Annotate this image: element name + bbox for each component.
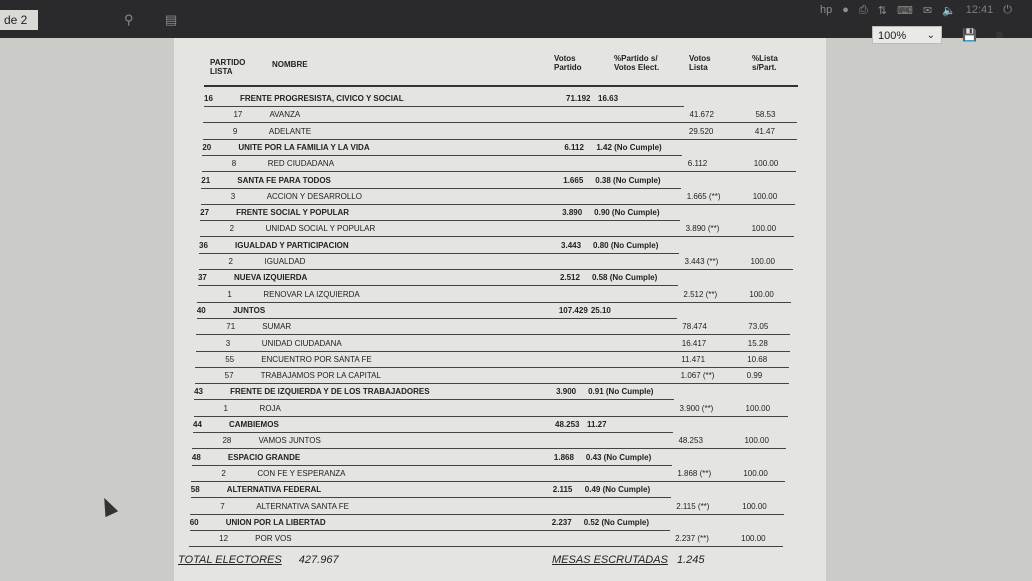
header-pct-lista: %Lista s/Part. [752,54,778,72]
list-votes: 1.868 (**) [677,468,712,478]
row-divider [203,122,797,123]
party-number: 20 [202,142,212,152]
row-divider [199,253,679,254]
party-percent: 0.52 (No Cumple) [583,517,650,527]
party-votes: 3.890 [562,208,583,218]
list-percent: 15.28 [747,338,768,348]
list-name: TRABAJAMOS POR LA CAPITAL [260,371,381,381]
list-votes: 3.890 (**) [685,224,720,234]
list-percent: 58.53 [755,110,776,120]
list-percent: 100.00 [751,224,777,234]
row-divider [203,139,797,140]
list-number: 1 [227,289,232,299]
list-percent: 73.05 [748,322,769,332]
list-name: RED CIUDADANA [267,159,335,169]
printer-icon[interactable]: ⎙ [858,4,868,16]
list-number: 1 [223,403,228,413]
list-percent: 100.00 [745,403,771,413]
document-page [174,38,826,581]
list-name: POR VOS [255,534,292,544]
mail-icon[interactable]: ✉ [922,5,933,17]
list-votes: 2.237 (**) [675,534,709,544]
list-name: SUMAR [262,322,292,332]
system-tray [820,4,1012,17]
list-votes: 41.672 [689,110,714,120]
party-percent: 16.63 [598,94,619,103]
list-votes: 11.471 [681,354,706,364]
party-votes: 6.112 [564,142,584,152]
party-name: UNION POR LA LIBERTAD [225,517,326,527]
chevron-down-icon: ⌄ [926,30,935,41]
list-number: 17 [233,110,243,120]
list-name: RENOVAR LA IZQUIERDA [263,289,360,299]
row-divider [200,220,680,221]
party-votes: 71.192 [566,94,591,103]
row-divider [195,367,789,368]
list-name: UNIDAD CIUDADANA [261,338,342,348]
party-number: 40 [196,305,206,315]
row-divider [196,351,790,352]
party-number: 44 [193,420,202,429]
list-number: 8 [231,159,237,169]
row-divider [193,432,673,433]
mesas-escrutadas-label: MESAS ESCRUTADAS [552,554,668,566]
party-number: 36 [199,240,208,250]
list-votes: 2.512 (**) [683,289,718,299]
party-name: ESPACIO GRANDE [227,452,301,462]
list-percent: 100.00 [750,257,775,266]
list-number: 3 [230,191,236,201]
header-partido-lista: PARTIDO LISTA [210,58,246,76]
list-percent: 0.99 [746,371,763,381]
party-percent: 1.42 (No Cumple) [596,142,662,152]
list-votes: 16.417 [681,338,707,348]
party-name: UNITE POR LA FAMILIA Y LA VIDA [238,142,370,152]
list-percent: 100.00 [753,159,779,169]
party-number: 37 [197,273,207,283]
party-percent: 0.43 (No Cumple) [585,452,652,462]
list-votes: 1.665 (**) [686,191,721,201]
header-votos-lista: Votos Lista [689,54,711,72]
list-percent: 100.00 [741,534,766,544]
row-divider [189,546,783,547]
row-divider [201,204,795,205]
party-name: JUNTOS [232,305,266,315]
row-divider [204,106,684,107]
party-votes: 3.900 [556,387,577,397]
row-divider [201,188,681,189]
list-percent: 41.47 [754,126,775,136]
row-divider [199,269,793,270]
list-number: 9 [232,126,238,136]
party-percent: 0.49 (No Cumple) [584,485,651,495]
party-percent: 0.90 (No Cumple) [594,208,660,218]
list-votes: 6.112 [687,159,708,169]
party-name: FRENTE PROGRESISTA, CIVICO Y SOCIAL [240,94,404,103]
party-votes: 3.443 [561,240,582,250]
keyboard-icon[interactable]: ⌨ [896,5,913,17]
header-pct-partido: %Partido s/ Votos Elect. [614,54,660,72]
volume-icon[interactable]: 🔈 [942,5,956,17]
row-divider [202,171,796,172]
party-votes: 48.253 [555,420,580,429]
list-number: 3 [225,338,231,348]
total-electores-label: TOTAL ELECTORES [178,554,282,566]
party-votes: 107.429 [558,305,588,315]
list-votes: 3.900 (**) [679,403,714,413]
list-votes: 2.115 (**) [676,501,710,511]
list-name: ALTERNATIVA SANTA FE [256,501,350,511]
row-divider [191,481,785,482]
list-percent: 100.00 [752,191,778,201]
list-percent: 10.68 [747,354,768,364]
row-divider [194,399,674,400]
list-number: 12 [219,534,229,544]
list-percent: 100.00 [742,501,767,511]
party-number: 48 [191,452,201,462]
party-name: ALTERNATIVA FEDERAL [226,485,322,495]
list-name: ROJA [259,403,281,413]
list-number: 7 [220,501,225,511]
list-votes: 1.067 (**) [680,371,715,381]
row-divider [192,448,786,449]
row-divider [190,514,784,515]
row-divider [197,302,791,303]
party-name: FRENTE DE IZQUIERDA Y DE LOS TRABAJADORES [230,387,430,397]
row-divider [192,465,672,466]
more-menu-icon[interactable]: ≡ [996,28,1004,42]
network-icon[interactable]: ● [842,4,849,16]
row-divider [197,318,677,319]
list-name: ENCUENTRO POR SANTA FE [261,354,372,364]
list-name: IGUALDAD [264,257,306,266]
party-number: 58 [190,485,200,495]
list-number: 2 [221,468,226,478]
party-number: 60 [189,517,199,527]
party-percent: 0.58 (No Cumple) [591,273,658,283]
row-divider [190,530,670,531]
total-electores [178,554,339,566]
party-percent: 0.80 (No Cumple) [593,240,659,250]
tools-icon[interactable]: ⇅ [877,5,887,17]
list-percent: 100.00 [749,289,774,299]
party-votes: 2.237 [551,517,572,527]
party-number: 43 [194,387,203,397]
party-number: 21 [201,175,211,185]
list-name: ADELANTE [268,126,312,136]
total-electores-value: 427.967 [298,554,339,566]
save-icon[interactable]: 💾 [962,28,977,42]
row-divider [191,497,671,498]
party-name: IGUALDAD Y PARTICIPACION [235,240,349,250]
list-number: 57 [224,371,234,381]
party-name: FRENTE SOCIAL Y POPULAR [236,208,350,218]
party-percent: 11.27 [587,420,607,429]
party-percent: 0.91 (No Cumple) [588,387,654,397]
party-name: CAMBIEMOS [229,420,279,429]
mesas-escrutadas [552,554,705,566]
list-name: VAMOS JUNTOS [258,436,321,446]
list-name: CON FE Y ESPERANZA [257,468,346,478]
row-divider [195,383,789,384]
mesas-escrutadas-value: 1.245 [677,554,705,566]
page-indicator[interactable]: de 2 [0,10,38,30]
power-icon[interactable]: ⏻ [1003,4,1012,16]
list-votes: 48.253 [678,436,703,446]
header-divider [204,85,798,87]
row-divider [202,155,682,156]
party-name: NUEVA IZQUIERDA [233,273,308,283]
row-divider [194,416,788,417]
list-number: 28 [222,436,232,446]
list-number: 55 [225,354,235,364]
list-number: 71 [226,322,236,332]
header-votos-partido: Votos Partido [554,54,582,72]
party-percent: 0.38 (No Cumple) [595,175,661,185]
list-votes: 78.474 [682,322,707,332]
search-icon[interactable]: ⚲ [124,12,134,27]
list-votes: 29.520 [688,126,714,136]
list-percent: 100.00 [743,468,768,478]
party-votes: 2.115 [552,485,573,495]
zoom-value: 100% [878,30,907,42]
header-nombre: NOMBRE [272,60,308,69]
party-name: SANTA FE PARA TODOS [237,175,331,185]
document-icon[interactable]: ▤ [165,12,178,27]
party-votes: 1.665 [563,175,584,185]
party-number: 16 [204,94,213,103]
party-votes: 1.868 [553,452,574,462]
clock: 12:41 [965,4,994,16]
row-divider [196,334,790,335]
list-name: AVANZA [269,110,301,120]
party-number: 27 [200,208,210,218]
list-name: ACCION Y DESARROLLO [266,191,362,201]
row-divider [198,285,678,286]
zoom-select[interactable] [872,26,942,44]
party-percent: 25.10 [590,305,611,315]
list-votes: 3.443 (**) [684,257,719,266]
list-number: 2 [228,257,233,266]
party-votes: 2.512 [559,273,580,283]
row-divider [200,236,794,237]
list-percent: 100.00 [744,436,769,446]
hp-logo-icon: hp [820,4,833,16]
list-name: UNIDAD SOCIAL Y POPULAR [265,224,376,234]
list-number: 2 [229,224,235,234]
